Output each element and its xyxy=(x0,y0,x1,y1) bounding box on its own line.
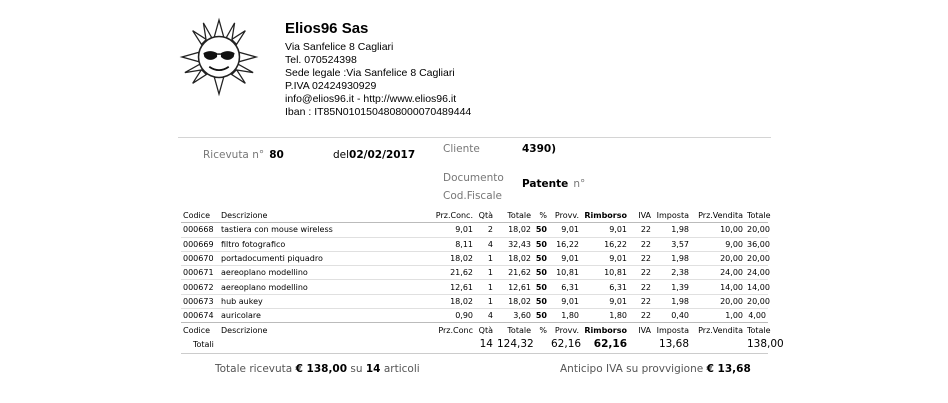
row-total2: 20,00 xyxy=(745,251,768,265)
row-total2: 4,00 xyxy=(745,309,768,323)
row-total: 18,02 xyxy=(495,223,533,237)
fiscal-code-label: Cod.Fiscale xyxy=(443,190,503,202)
row-imposta: 1,98 xyxy=(653,294,691,308)
row-iva: 22 xyxy=(629,280,653,294)
footer-iva-header: IVA xyxy=(629,323,653,337)
footer-provv-header: Provv. xyxy=(549,323,581,337)
sun-logo-icon xyxy=(180,18,258,96)
col-imposta-header: Imposta xyxy=(653,209,691,223)
row-iva: 22 xyxy=(629,251,653,265)
receipt-total-su: su xyxy=(350,363,363,375)
row-provv: 16,22 xyxy=(549,237,581,251)
company-iban: Iban : IT85N0101504808000070489444 xyxy=(285,106,472,118)
receipt-number-value: 80 xyxy=(269,149,284,161)
col-price-sale-header: Prz.Vendita xyxy=(691,209,745,223)
row-iva: 22 xyxy=(629,237,653,251)
client-value: 4390) xyxy=(522,143,557,155)
document-value: Patente xyxy=(522,178,569,190)
receipt-number-label: Ricevuta n° xyxy=(203,149,265,161)
table-footer-header-row xyxy=(181,323,768,337)
footer-code-header: Codice xyxy=(181,323,219,337)
row-imposta: 2,38 xyxy=(653,266,691,280)
row-total2: 24,00 xyxy=(745,266,768,280)
row-total: 21,62 xyxy=(495,266,533,280)
footer-total2-header: Totale xyxy=(745,323,768,337)
receipt-date xyxy=(333,143,415,162)
company-vat: P.IVA 02424930929 xyxy=(285,80,377,92)
row-price-conc: 9,01 xyxy=(415,223,475,237)
footer-rimborso-header: Rimborso xyxy=(581,323,629,337)
table-row xyxy=(181,266,768,280)
row-rimborso: 6,31 xyxy=(581,280,629,294)
company-address: Via Sanfelice 8 Cagliari xyxy=(285,41,394,53)
row-code: 000672 xyxy=(181,280,219,294)
row-pct: 50 xyxy=(533,294,549,308)
row-price-sale: 1,00 xyxy=(691,309,745,323)
row-description: portadocumenti piquadro xyxy=(219,251,415,265)
col-price-conc-header: Prz.Conc. xyxy=(415,209,475,223)
receipt-total-label: Totale ricevuta xyxy=(215,363,293,375)
row-iva: 22 xyxy=(629,294,653,308)
row-total2: 20,00 xyxy=(745,223,768,237)
row-total2: 36,00 xyxy=(745,237,768,251)
row-price-conc: 18,02 xyxy=(415,294,475,308)
totals-rimborso: 62,16 xyxy=(581,337,629,354)
row-qty: 4 xyxy=(475,309,495,323)
iva-advance-summary xyxy=(560,363,751,375)
articles-count: 14 xyxy=(365,363,381,375)
table-row xyxy=(181,237,768,251)
row-total2: 14,00 xyxy=(745,280,768,294)
row-description: filtro fotografico xyxy=(219,237,415,251)
col-description-header: Descrizione xyxy=(219,209,415,223)
iva-advance-value: € 13,68 xyxy=(706,363,751,375)
row-price-sale: 24,00 xyxy=(691,266,745,280)
totals-qty: 14 xyxy=(475,337,495,354)
table-header-row xyxy=(181,209,768,223)
row-description: hub aukey xyxy=(219,294,415,308)
document xyxy=(522,172,585,191)
row-qty: 2 xyxy=(475,223,495,237)
row-price-sale: 9,00 xyxy=(691,237,745,251)
row-qty: 1 xyxy=(475,251,495,265)
row-code: 000670 xyxy=(181,251,219,265)
col-total2-header: Totale xyxy=(745,209,768,223)
row-provv: 9,01 xyxy=(549,251,581,265)
row-pct: 50 xyxy=(533,237,549,251)
table-row xyxy=(181,309,768,323)
footer-price-sale-header: Prz.Vendita xyxy=(691,323,745,337)
table-row xyxy=(181,251,768,265)
row-provv: 6,31 xyxy=(549,280,581,294)
row-price-conc: 8,11 xyxy=(415,237,475,251)
col-total-header: Totale xyxy=(495,209,533,223)
footer-description-header: Descrizione xyxy=(219,323,415,337)
row-iva: 22 xyxy=(629,266,653,280)
row-rimborso: 9,01 xyxy=(581,251,629,265)
table-row xyxy=(181,223,768,237)
col-rimborso-header: Rimborso xyxy=(581,209,629,223)
totals-label: Totali xyxy=(181,337,415,354)
row-total2: 20,00 xyxy=(745,294,768,308)
row-pct: 50 xyxy=(533,223,549,237)
row-pct: 50 xyxy=(533,266,549,280)
row-qty: 1 xyxy=(475,266,495,280)
row-imposta: 3,57 xyxy=(653,237,691,251)
col-provv-header: Provv. xyxy=(549,209,581,223)
footer-qty-header: Qtà xyxy=(475,323,495,337)
totals-row xyxy=(181,337,768,354)
row-price-conc: 12,61 xyxy=(415,280,475,294)
col-code-header: Codice xyxy=(181,209,219,223)
row-code: 000673 xyxy=(181,294,219,308)
row-rimborso: 16,22 xyxy=(581,237,629,251)
row-pct: 50 xyxy=(533,251,549,265)
row-provv: 9,01 xyxy=(549,223,581,237)
totals-imposta: 13,68 xyxy=(653,337,691,354)
row-total: 12,61 xyxy=(495,280,533,294)
iva-advance-label: Anticipo IVA su provvigione xyxy=(560,363,704,375)
header-divider xyxy=(178,137,771,138)
row-imposta: 0,40 xyxy=(653,309,691,323)
receipt-number xyxy=(203,143,284,162)
client-label: Cliente xyxy=(443,143,480,155)
row-code: 000671 xyxy=(181,266,219,280)
receipt-date-label: del xyxy=(333,149,350,161)
row-provv: 9,01 xyxy=(549,294,581,308)
row-iva: 22 xyxy=(629,309,653,323)
row-provv: 1,80 xyxy=(549,309,581,323)
col-iva-header: IVA xyxy=(629,209,653,223)
receipt-total-summary xyxy=(215,363,420,375)
row-price-conc: 18,02 xyxy=(415,251,475,265)
row-rimborso: 1,80 xyxy=(581,309,629,323)
row-total: 18,02 xyxy=(495,294,533,308)
row-imposta: 1,98 xyxy=(653,251,691,265)
row-imposta: 1,39 xyxy=(653,280,691,294)
footer-pct-header: % xyxy=(533,323,549,337)
row-description: auricolare xyxy=(219,309,415,323)
row-provv: 10,81 xyxy=(549,266,581,280)
row-price-sale: 20,00 xyxy=(691,294,745,308)
row-description: aereoplano modellino xyxy=(219,280,415,294)
row-imposta: 1,98 xyxy=(653,223,691,237)
row-pct: 50 xyxy=(533,309,549,323)
row-description: tastiera con mouse wireless xyxy=(219,223,415,237)
row-price-sale: 10,00 xyxy=(691,223,745,237)
document-label: Documento xyxy=(443,172,504,184)
row-rimborso: 10,81 xyxy=(581,266,629,280)
row-price-sale: 20,00 xyxy=(691,251,745,265)
footer-total-header: Totale xyxy=(495,323,533,337)
totals-total2: 138,00 xyxy=(745,337,768,354)
receipt-date-value: 02/02/2017 xyxy=(349,149,416,161)
row-qty: 1 xyxy=(475,294,495,308)
articles-label: articoli xyxy=(383,363,420,375)
row-total: 18,02 xyxy=(495,251,533,265)
row-qty: 1 xyxy=(475,280,495,294)
footer-price-conc-header: Prz.Conc xyxy=(415,323,475,337)
company-legal-address: Sede legale :Via Sanfelice 8 Cagliari xyxy=(285,67,455,79)
totals-total: 124,32 xyxy=(495,337,533,354)
row-price-conc: 21,62 xyxy=(415,266,475,280)
row-total: 3,60 xyxy=(495,309,533,323)
row-rimborso: 9,01 xyxy=(581,294,629,308)
row-description: aereoplano modellino xyxy=(219,266,415,280)
totals-provv: 62,16 xyxy=(549,337,581,354)
row-code: 000674 xyxy=(181,309,219,323)
row-code: 000669 xyxy=(181,237,219,251)
receipt-total-value: € 138,00 xyxy=(295,363,348,375)
row-price-conc: 0,90 xyxy=(415,309,475,323)
col-pct-header: % xyxy=(533,209,549,223)
row-iva: 22 xyxy=(629,223,653,237)
company-name: Elios96 Sas xyxy=(285,20,369,37)
row-qty: 4 xyxy=(475,237,495,251)
company-contact: info@elios96.it - http://www.elios96.it xyxy=(285,93,457,105)
row-total: 32,43 xyxy=(495,237,533,251)
row-rimborso: 9,01 xyxy=(581,223,629,237)
items-table xyxy=(181,209,784,354)
table-row xyxy=(181,294,768,308)
row-code: 000668 xyxy=(181,223,219,237)
company-phone: Tel. 070524398 xyxy=(285,54,357,66)
document-number-label: n° xyxy=(573,178,586,190)
col-qty-header: Qtà xyxy=(475,209,495,223)
row-price-sale: 14,00 xyxy=(691,280,745,294)
row-pct: 50 xyxy=(533,280,549,294)
table-row xyxy=(181,280,768,294)
footer-imposta-header: Imposta xyxy=(653,323,691,337)
